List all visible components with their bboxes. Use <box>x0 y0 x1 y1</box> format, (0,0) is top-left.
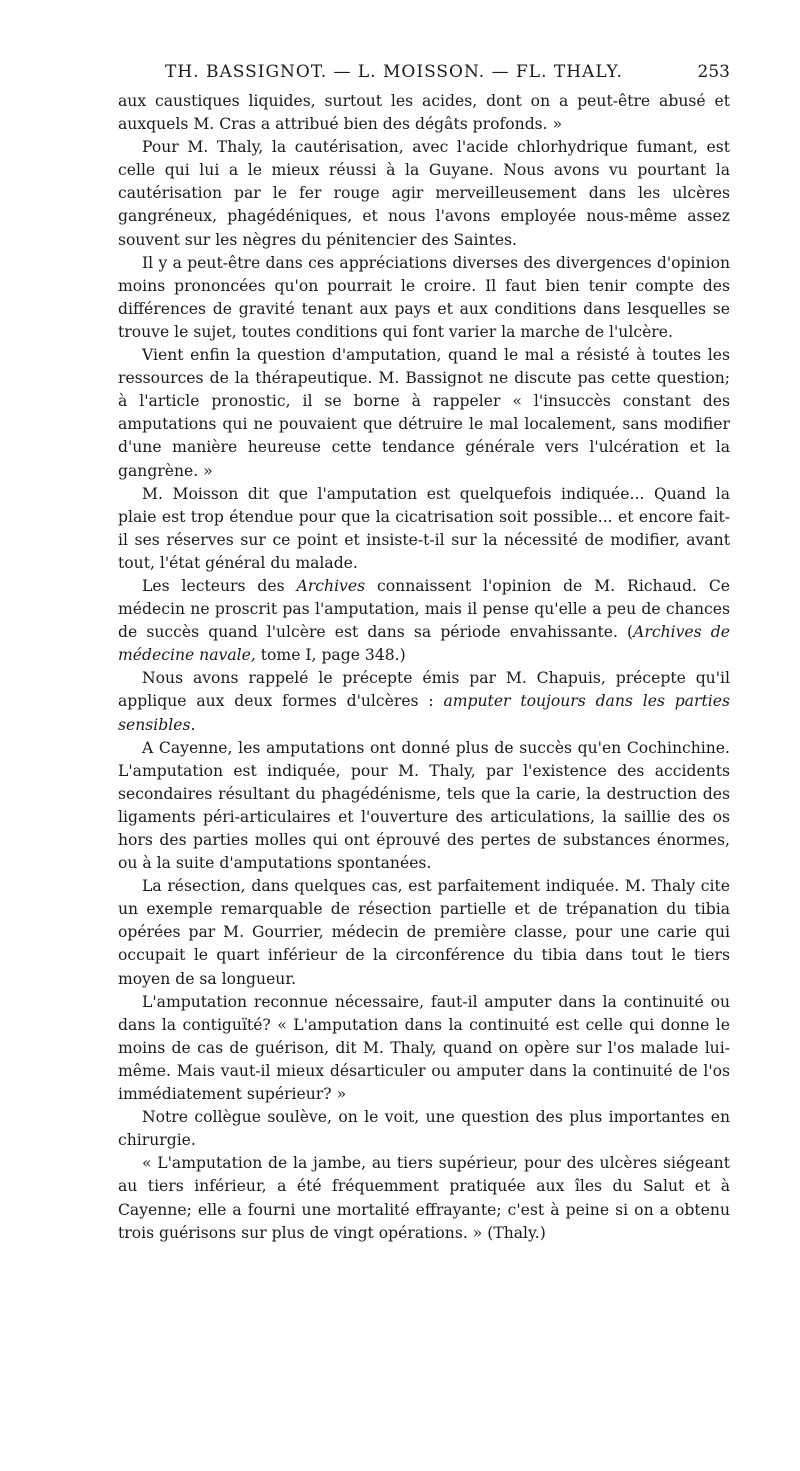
running-header <box>118 62 730 82</box>
page-number: 253 <box>697 62 730 82</box>
paragraph: L'amputation reconnue nécessaire, faut-il amputer dans la continuité ou dans la contiguïté? « L'amputation dans la continuité est celle qui donne le moins de cas de guérison, dit M. Thaly, quand on opère sur l'os malade lui-même. Mais vaut-il mieux désarticuler ou amputer dans la continuité de l'os immédiatement supérieur? » <box>118 992 730 1104</box>
body-text <box>118 90 730 1245</box>
paragraph: Les lecteurs des Archives connaissent l'opinion de M. Richaud. Ce médecin ne proscrit pas l'amputation, mais il pense qu'elle a peu de chances de succès quand l'ulcère est dans sa période envahissante. (Archives de médecine navale, tome I, page 348.) <box>118 576 730 665</box>
journal-title-italic: Archives <box>296 576 366 595</box>
paragraph: A Cayenne, les amputations ont donné plus de succès qu'en Cochinchine. L'amputation est indiquée, pour M. Thaly, par l'existence des accidents secondaires résultant du phagédénisme, tels que la carie, la destruction des ligaments péri-articulaires et l'ouverture des articulations, la saillie des os hors des parties molles qui ont éprouvé des pertes de substances énormes, ou à la suite d'amputations spontanées. <box>118 738 730 873</box>
precept-italic: amputer toujours dans les parties sensibles. <box>118 692 730 734</box>
paragraph: Nous avons rappelé le précepte émis par M. Chapuis, précepte qu'il applique aux deux formes d'ulcères : amputer toujours dans les parties sensibles. <box>118 669 730 734</box>
paragraph: « L'amputation de la jambe, au tiers supérieur, pour des ulcères siégeant au tiers inférieur, a été fréquemment pratiquée aux îles du Salut et à Cayenne; elle a fourni une mortalité effrayante; c'est à peine si on a obtenu trois guérisons sur plus de vingt opérations. » (Thaly.) <box>118 1154 730 1242</box>
paragraph: La résection, dans quelques cas, est parfaitement indiquée. M. Thaly cite un exemple remarquable de résection partielle et de trépanation du tibia opérées par M. Gourrier, médecin de première classe, pour une carie qui occupait le quart inférieur de la circonférence du tibia dans tout le tiers moyen de sa longueur. <box>118 877 730 988</box>
paragraph: Pour M. Thaly, la cautérisation, avec l'acide chlorhydrique fumant, est celle qui lui a le mieux réussi à la Guyane. Nous avons vu pourtant la cautérisation par le fer rouge agir merveilleusement dans les ulcères gangréneux, phagédéniques, et nous l'avons employée nous-même assez souvent sur les nègres du pénitencier des Saintes. <box>118 138 730 249</box>
paragraph: Notre collègue soulève, on le voit, une question des plus importantes en chirurgie. <box>118 1108 730 1150</box>
citation-italic: Archives de médecine navale, <box>118 623 730 665</box>
running-title: TH. BASSIGNOT. — L. MOISSON. — FL. THALY. <box>165 62 623 82</box>
paragraph: aux caustiques liquides, surtout les acides, dont on a peut-être abusé et auxquels M. Cras a attribué bien des dégâts profonds. » <box>118 92 730 134</box>
paragraph: M. Moisson dit que l'amputation est quelquefois indiquée... Quand la plaie est trop étendue pour que la cicatrisation soit possible... et encore fait-il ses réserves sur ce point et insiste-t-il sur la nécessité de modifier, avant tout, l'état général du malade. <box>118 484 730 572</box>
paragraph: Vient enfin la question d'amputation, quand le mal a résisté à toutes les ressources de la thérapeutique. M. Bassignot ne discute pas cette question; à l'article pronostic, il se borne à rappeler « l'insuccès constant des amputations qui ne pouvaient que détruire le mal localement, sans modifier d'une manière heureuse cette tendance générale vers l'ulcération et la gangrène. » <box>118 346 730 480</box>
paragraph: Il y a peut-être dans ces appréciations diverses des divergences d'opinion moins prononcées qu'on pourrait le croire. Il faut bien tenir compte des différences de gravité tenant aux pays et aux conditions dans lesquelles se trouve le sujet, toutes conditions qui font varier la marche de l'ulcère. <box>118 253 730 341</box>
